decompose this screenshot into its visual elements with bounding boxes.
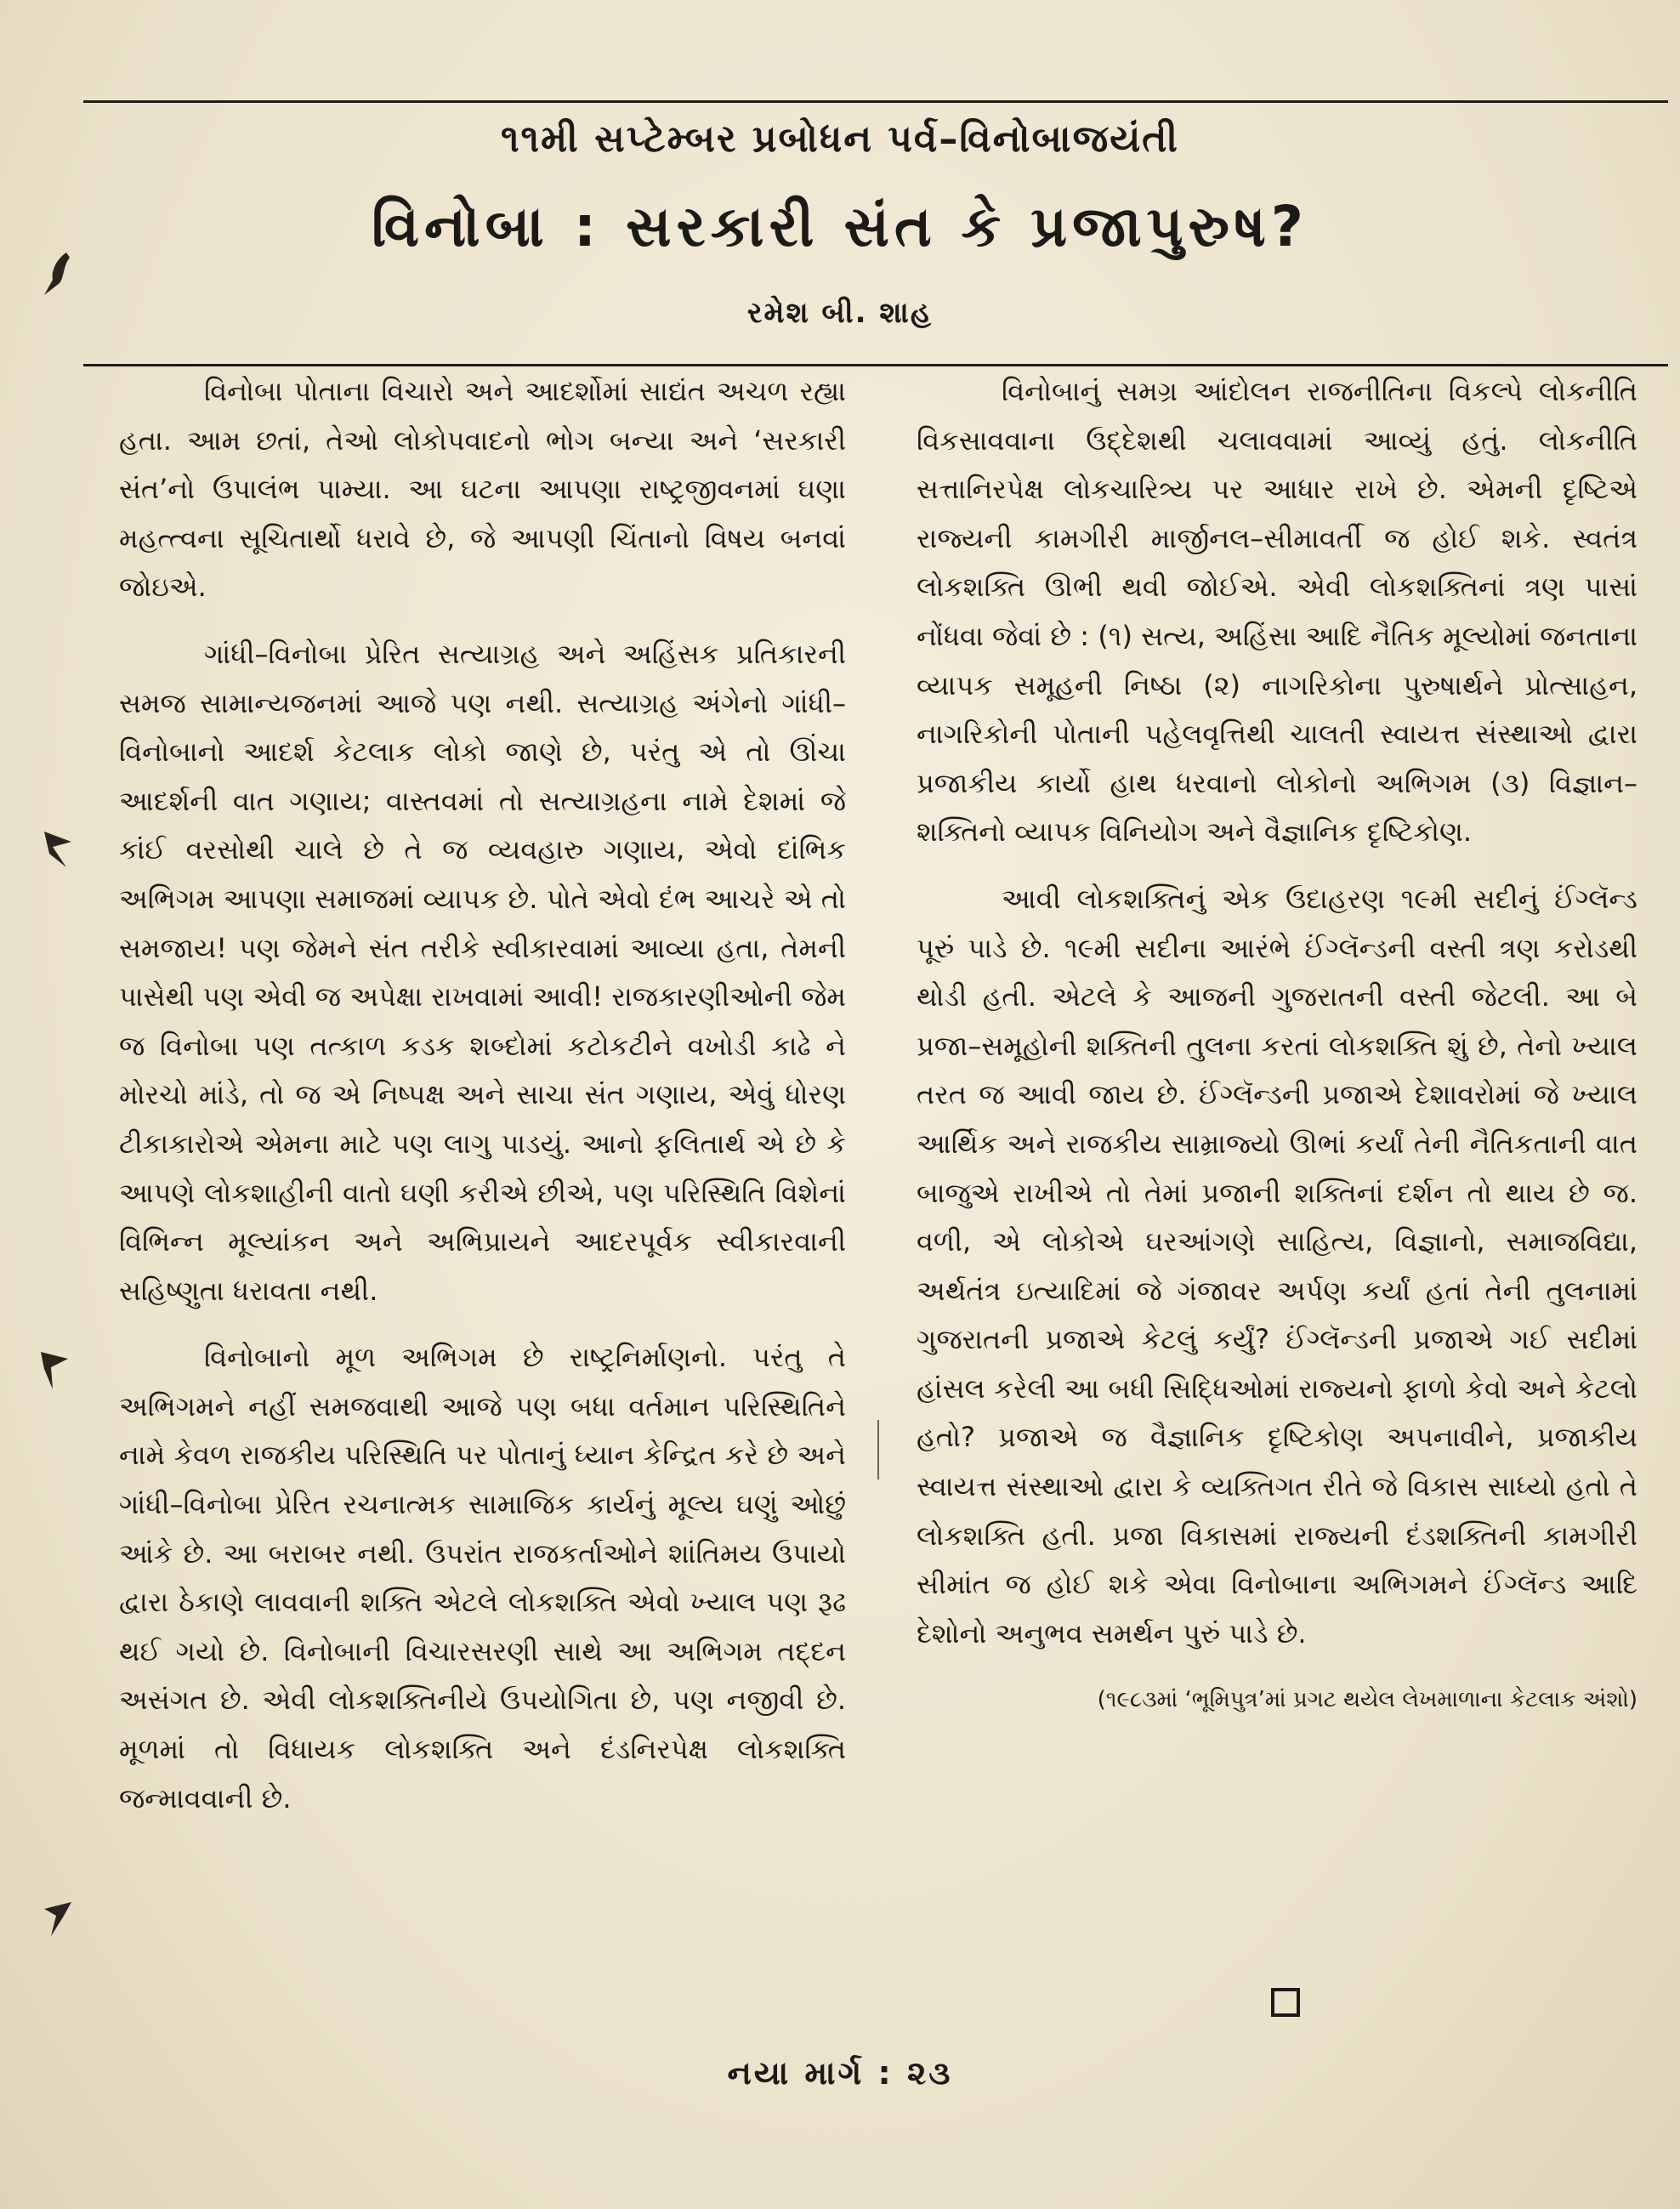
paragraph: વિનોબાનું સમગ્ર આંદોલન રાજનીતિના વિકલ્પે લોકનીતિ વિકસાવવાના ઉદ્દેશથી ચલાવવામાં આવ્યું હતું. લોકનીતિ સત્તાનિરપેક્ષ લોકચારિત્ર્ય પર આધાર રાખે છે. એમની દૃષ્ટિએ રાજ્યની કામગીરી માર્જીનલ–સીમાવર્તી જ હોઈ શકે. સ્વતંત્ર લોકશક્તિ ઊભી થવી જોઈએ. એવી લોકશક્તિનાં ત્રણ પાસાં નોંધવા જેવાં છે : (૧) સત્ય, અહિંસા આદિ નૈતિક મૂલ્યોમાં જનતાના વ્યાપક સમૂહની નિષ્ઠા (૨) નાગરિકોના પુરુષાર્થને પ્રોત્સાહન, નાગરિકોની પોતાની પહેલવૃત્તિથી ચાલતી સ્વાયત્ત સંસ્થાઓ દ્વારા પ્રજાકીય કાર્યો હાથ ધરવાનો લોકોનો અભિગમ (૩) વિજ્ઞાન–શક્તિનો વ્યાપક વિનિયોગ અને વૈજ્ઞાનિક દૃષ્ટિકોણ. (917, 375, 1637, 849)
column-divider (877, 1420, 879, 1479)
article-author: રમેશ બી. શાહ (746, 296, 934, 330)
article-kicker: ૧૧મી સપ્ટેમ્બર પ્રબોધન પર્વ–વિનોબાજયંતી (500, 117, 1180, 161)
article-title: વિનોબા : સરકારી સંત કે પ્રજાપુરુષ? (371, 194, 1309, 259)
source-note: (૧૯૮૩માં ‘ભૂમિપુત્ર’માં પ્રગટ થયેલ લેખમાળાના કેટલાક અંશો) (1097, 1687, 1637, 1713)
paper-tear-icon (41, 251, 75, 298)
right-column (917, 367, 1637, 1725)
end-mark-icon (1271, 1988, 1300, 2017)
paragraph: આવી લોકશક્તિનું એક ઉદાહરણ ૧૯મી સદીનું ઈંગ્લૅન્ડ પૂરું પાડે છે. ૧૯મી સદીના આરંભે ઈંગ્લૅન્ડની વસ્તી ત્રણ કરોડથી થોડી હતી. એટલે કે આજની ગુજરાતની વસ્તી જેટલી. આ બે પ્રજા–સમૂહોની શક્તિની તુલના કરતાં લોકશક્તિ શું છે, તેનો ખ્યાલ તરત જ આવી જાય છે. ઈંગ્લૅન્ડની પ્રજાએ દેશાવરોમાં જે ખ્યાલ આર્થિક અને રાજકીય સામ્રાજ્યો ઊભાં કર્યાં તેની નૈતિકતાની વાત બાજુએ રાખીએ તો તેમાં પ્રજાની શક્તિનાં દર્શન તો થાય છે જ. વળી, એ લોકોએ ઘરઆંગણે સાહિત્ય, વિજ્ઞાનો, સમાજવિદ્યા, અર્થતંત્ર ઇત્યાદિમાં જે ગંજાવર અર્પણ કર્યાં હતાં તેની તુલનામાં ગુજરાતની પ્રજાએ કેટલું કર્યું? ઈંગ્લૅન્ડની પ્રજાએ ગઈ સદીમાં હાંસલ કરેલી આ બધી સિદ્ધિઓમાં રાજ્યનો ફાળો કેવો અને કેટલો હતો? પ્રજાએ જ વૈજ્ઞાનિક દૃષ્ટિકોણ અપનાવીને, પ્રજાકીય સ્વાયત્ત સંસ્થાઓ દ્વારા કે વ્યક્તિગત રીતે જે વિકાસ સાધ્યો હતો તે લોકશક્તિ હતી. પ્રજા વિકાસમાં રાજ્યની દંડશક્તિની કામગીરી સીમાંત જ હોઈ શકે એવા વિનોબાના અભિગમને ઈંગ્લૅન્ડ આદિ દેશોનો અનુભવ સમર્થન પુરું પાડે છે. (917, 882, 1637, 1650)
paragraph: વિનોબાનો મૂળ અભિગમ છે રાષ્ટ્રનિર્માણનો. પરંતુ તે અભિગમને નહીં સમજવાથી આજે પણ બધા વર્તમાન પરિસ્થિતિને નામે કેવળ રાજકીય પરિસ્થિતિ પર પોતાનું ધ્યાન કેન્દ્રિત કરે છે અને ગાંધી–વિનોબા પ્રેરિત રચનાત્મક સામાજિક કાર્યનું મૂલ્ય ઘણું ઓછું આંકે છે. આ બરાબર નથી. ઉપરાંત રાજકર્તાઓને શાંતિમય ઉપાયો દ્વારા ઠેકાણે લાવવાની શક્તિ એટલે લોકશક્તિ એવો ખ્યાલ પણ રૂઢ થઈ ગયો છે. વિનોબાની વિચારસરણી સાથે આ અભિગમ તદ્દન અસંગત છે. એવી લોકશક્તિનીયે ઉપયોગિતા છે, પણ નજીવી છે. મૂળમાં તો વિધાયક લોકશક્તિ અને દંડનિરપેક્ષ લોકશક્તિ જન્માવવાની છે. (119, 1341, 846, 1814)
left-column (119, 367, 846, 1841)
header-rule (83, 364, 1668, 366)
paper-tear-icon (41, 825, 75, 872)
paper-tear-icon (36, 1343, 70, 1391)
page-footer: નયા માર્ગ : ૨૩ (727, 2054, 953, 2092)
paragraph: ગાંધી–વિનોબા પ્રેરિત સત્યાગ્રહ અને અહિંસક પ્રતિકારની સમજ સામાન્યજનમાં આજે પણ નથી. સત્યાગ્રહ અંગેનો ગાંધી–વિનોબાનો આદર્શ કેટલાક લોકો જાણે છે, પરંતુ એ તો ઊંચા આદર્શની વાત ગણાય; વાસ્તવમાં તો સત્યાગ્રહના નામે દેશમાં જે કાંઈ વરસોથી ચાલે છે તે જ વ્યવહારુ ગણાય, એવો દાંભિક અભિગમ આપણા સમાજમાં વ્યાપક છે. પોતે એવો દંભ આચરે એ તો સમજાય! પણ જેમને સંત તરીકે સ્વીકારવામાં આવ્યા હતા, તેમની પાસેથી પણ એવી જ અપેક્ષા રાખવામાં આવી! રાજકારણીઓની જેમ જ વિનોબા પણ તત્કાળ કડક શબ્દોમાં કટોકટીને વખોડી કાઢે ને મોરચો માંડે, તો જ એ નિષ્પક્ષ અને સાચા સંત ગણાય, એવું ધોરણ ટીકાકારોએ એમના માટે પણ લાગુ પાડયું. આનો ફલિતાર્થ એ છે કે આપણે લોકશાહીની વાતો ઘણી કરીએ છીએ, પણ પરિસ્થિતિ વિશેનાં વિભિન્ન મૂલ્યાંકન અને અભિપ્રાયને આદરપૂર્વક સ્વીકારવાની સહિષ્ણુતા ધરાવતા નથી. (119, 637, 846, 1307)
top-rule (83, 100, 1668, 103)
paragraph: વિનોબા પોતાના વિચારો અને આદર્શોમાં સાદ્યંત અચળ રહ્યા હતા. આમ છતાં, તેઓ લોકોપવાદનો ભોગ બન્યા અને ‘સરકારી સંત’નો ઉપાલંભ પામ્યા. આ ઘટના આપણા રાષ્ટ્રજીવનમાં ઘણા મહત્ત્વના સૂચિતાર્થો ધરાવે છે, જે આપણી ચિંતાનો વિષય બનવાં જોઇએ. (119, 375, 846, 604)
paper-tear-icon (41, 1892, 75, 1939)
